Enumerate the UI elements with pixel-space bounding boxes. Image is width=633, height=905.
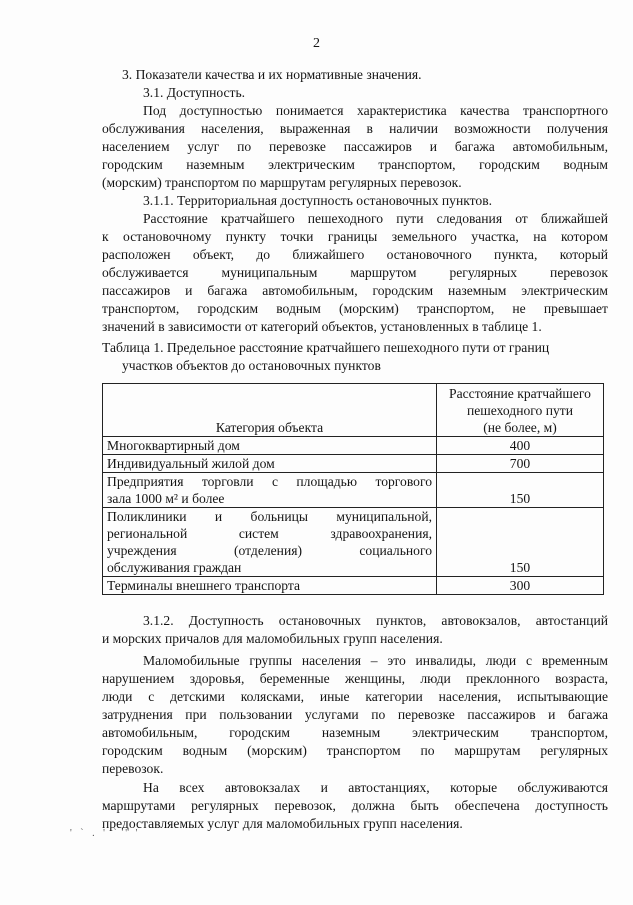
table-row <box>103 437 604 455</box>
subsection-heading: 3.1.2. Доступность остановочных пунктов, автовокзалов, автостанций <box>143 613 608 628</box>
table-row <box>103 455 604 473</box>
distance-cell: 700 <box>437 455 604 473</box>
category-cell: Индивидуальный жилой дом <box>103 455 437 473</box>
distance-table <box>102 383 604 595</box>
text-line: городским наземным электрическим транспортом, городским водным <box>102 157 608 172</box>
distance-cell: 150 <box>437 473 604 508</box>
text-line: предоставляемых услуг для маломобильных групп населения. <box>102 816 463 831</box>
table-row <box>103 473 604 508</box>
category-cell: Предприятия торговли с площадью торгового зала 1000 м² и более <box>103 473 437 508</box>
category-cell: Многоквартирный дом <box>103 437 437 455</box>
text-line: затруднения при пользовании услугами по перевозке пассажиров и багажа <box>102 707 608 722</box>
text-line: перевозок. <box>102 761 164 776</box>
text-line: (морским) транспортом по маршрутам регулярных перевозок. <box>102 175 462 190</box>
table-caption: Таблица 1. Предельное расстояние кратчайшего пешеходного пути от границ <box>102 340 550 355</box>
page-number: 2 <box>313 36 320 51</box>
text-line: Маломобильные группы населения – это инвалиды, люди с временным <box>143 653 608 668</box>
text-line: городским водным (морским) транспортом по маршрутам регулярных <box>102 743 608 758</box>
header-distance: Расстояние кратчайшего пешеходного пути (не более, м) <box>437 384 604 437</box>
distance-cell: 300 <box>437 577 604 595</box>
distance-cell: 150 <box>437 508 604 577</box>
text-line: Расстояние кратчайшего пешеходного пути следования от ближайшей <box>143 211 608 226</box>
text-line: нарушением здоровья, беременные женщины, люди преклонного возраста, <box>102 671 608 686</box>
text-line: расположен объект, до ближайшего остановочного пункта, который <box>102 247 608 262</box>
table-caption: участков объектов до остановочных пунктов <box>122 358 381 373</box>
text-line: На всех автовокзалах и автостанциях, которые обслуживаются <box>143 780 608 795</box>
text-line: автомобильным, городским наземным электрическим транспортом, <box>102 725 608 740</box>
margin-marks: ' ` . ' ` ' ' <box>70 828 141 839</box>
distance-cell: 400 <box>437 437 604 455</box>
text-line: обслуживания населения, выраженная в наличии возможности получения <box>102 121 608 136</box>
text-line: и морских причалов для маломобильных групп населения. <box>102 631 443 646</box>
text-line: значений в зависимости от категорий объектов, установленных в таблице 1. <box>102 319 542 334</box>
text-line: люди с детскими колясками, иные категории населения, испытывающие <box>102 689 608 704</box>
section-heading: 3. Показатели качества и их нормативные значения. <box>122 67 422 82</box>
subsection-heading: 3.1. Доступность. <box>143 85 246 100</box>
table-row <box>103 508 604 577</box>
text-line: транспортом, городским водным (морским) транспортом, не превышает <box>102 301 608 316</box>
header-category: Категория объекта <box>103 384 437 437</box>
text-line: Под доступностью понимается характеристика качества транспортного <box>143 103 608 118</box>
category-cell: Поликлиники и больницы муниципальной, региональной систем здравоохранения, учреждения (отделения) социального обслуживания граждан <box>103 508 437 577</box>
text-line: населением услуг по перевозке пассажиров и багажа автомобильным, <box>102 139 608 154</box>
text-line: к остановочному пункту точки границы земельного участка, на котором <box>102 229 608 244</box>
table-header-row <box>103 384 604 437</box>
text-line: обслуживается муниципальным маршрутом регулярных перевозок <box>102 265 608 280</box>
category-cell: Терминалы внешнего транспорта <box>103 577 437 595</box>
table-row <box>103 577 604 595</box>
text-line: пассажиров и багажа автомобильным, городским наземным электрическим <box>102 283 608 298</box>
text-line: маршрутами регулярных перевозок, должна быть обеспечена доступность <box>102 798 608 813</box>
subsection-heading: 3.1.1. Территориальная доступность остановочных пунктов. <box>143 193 493 208</box>
